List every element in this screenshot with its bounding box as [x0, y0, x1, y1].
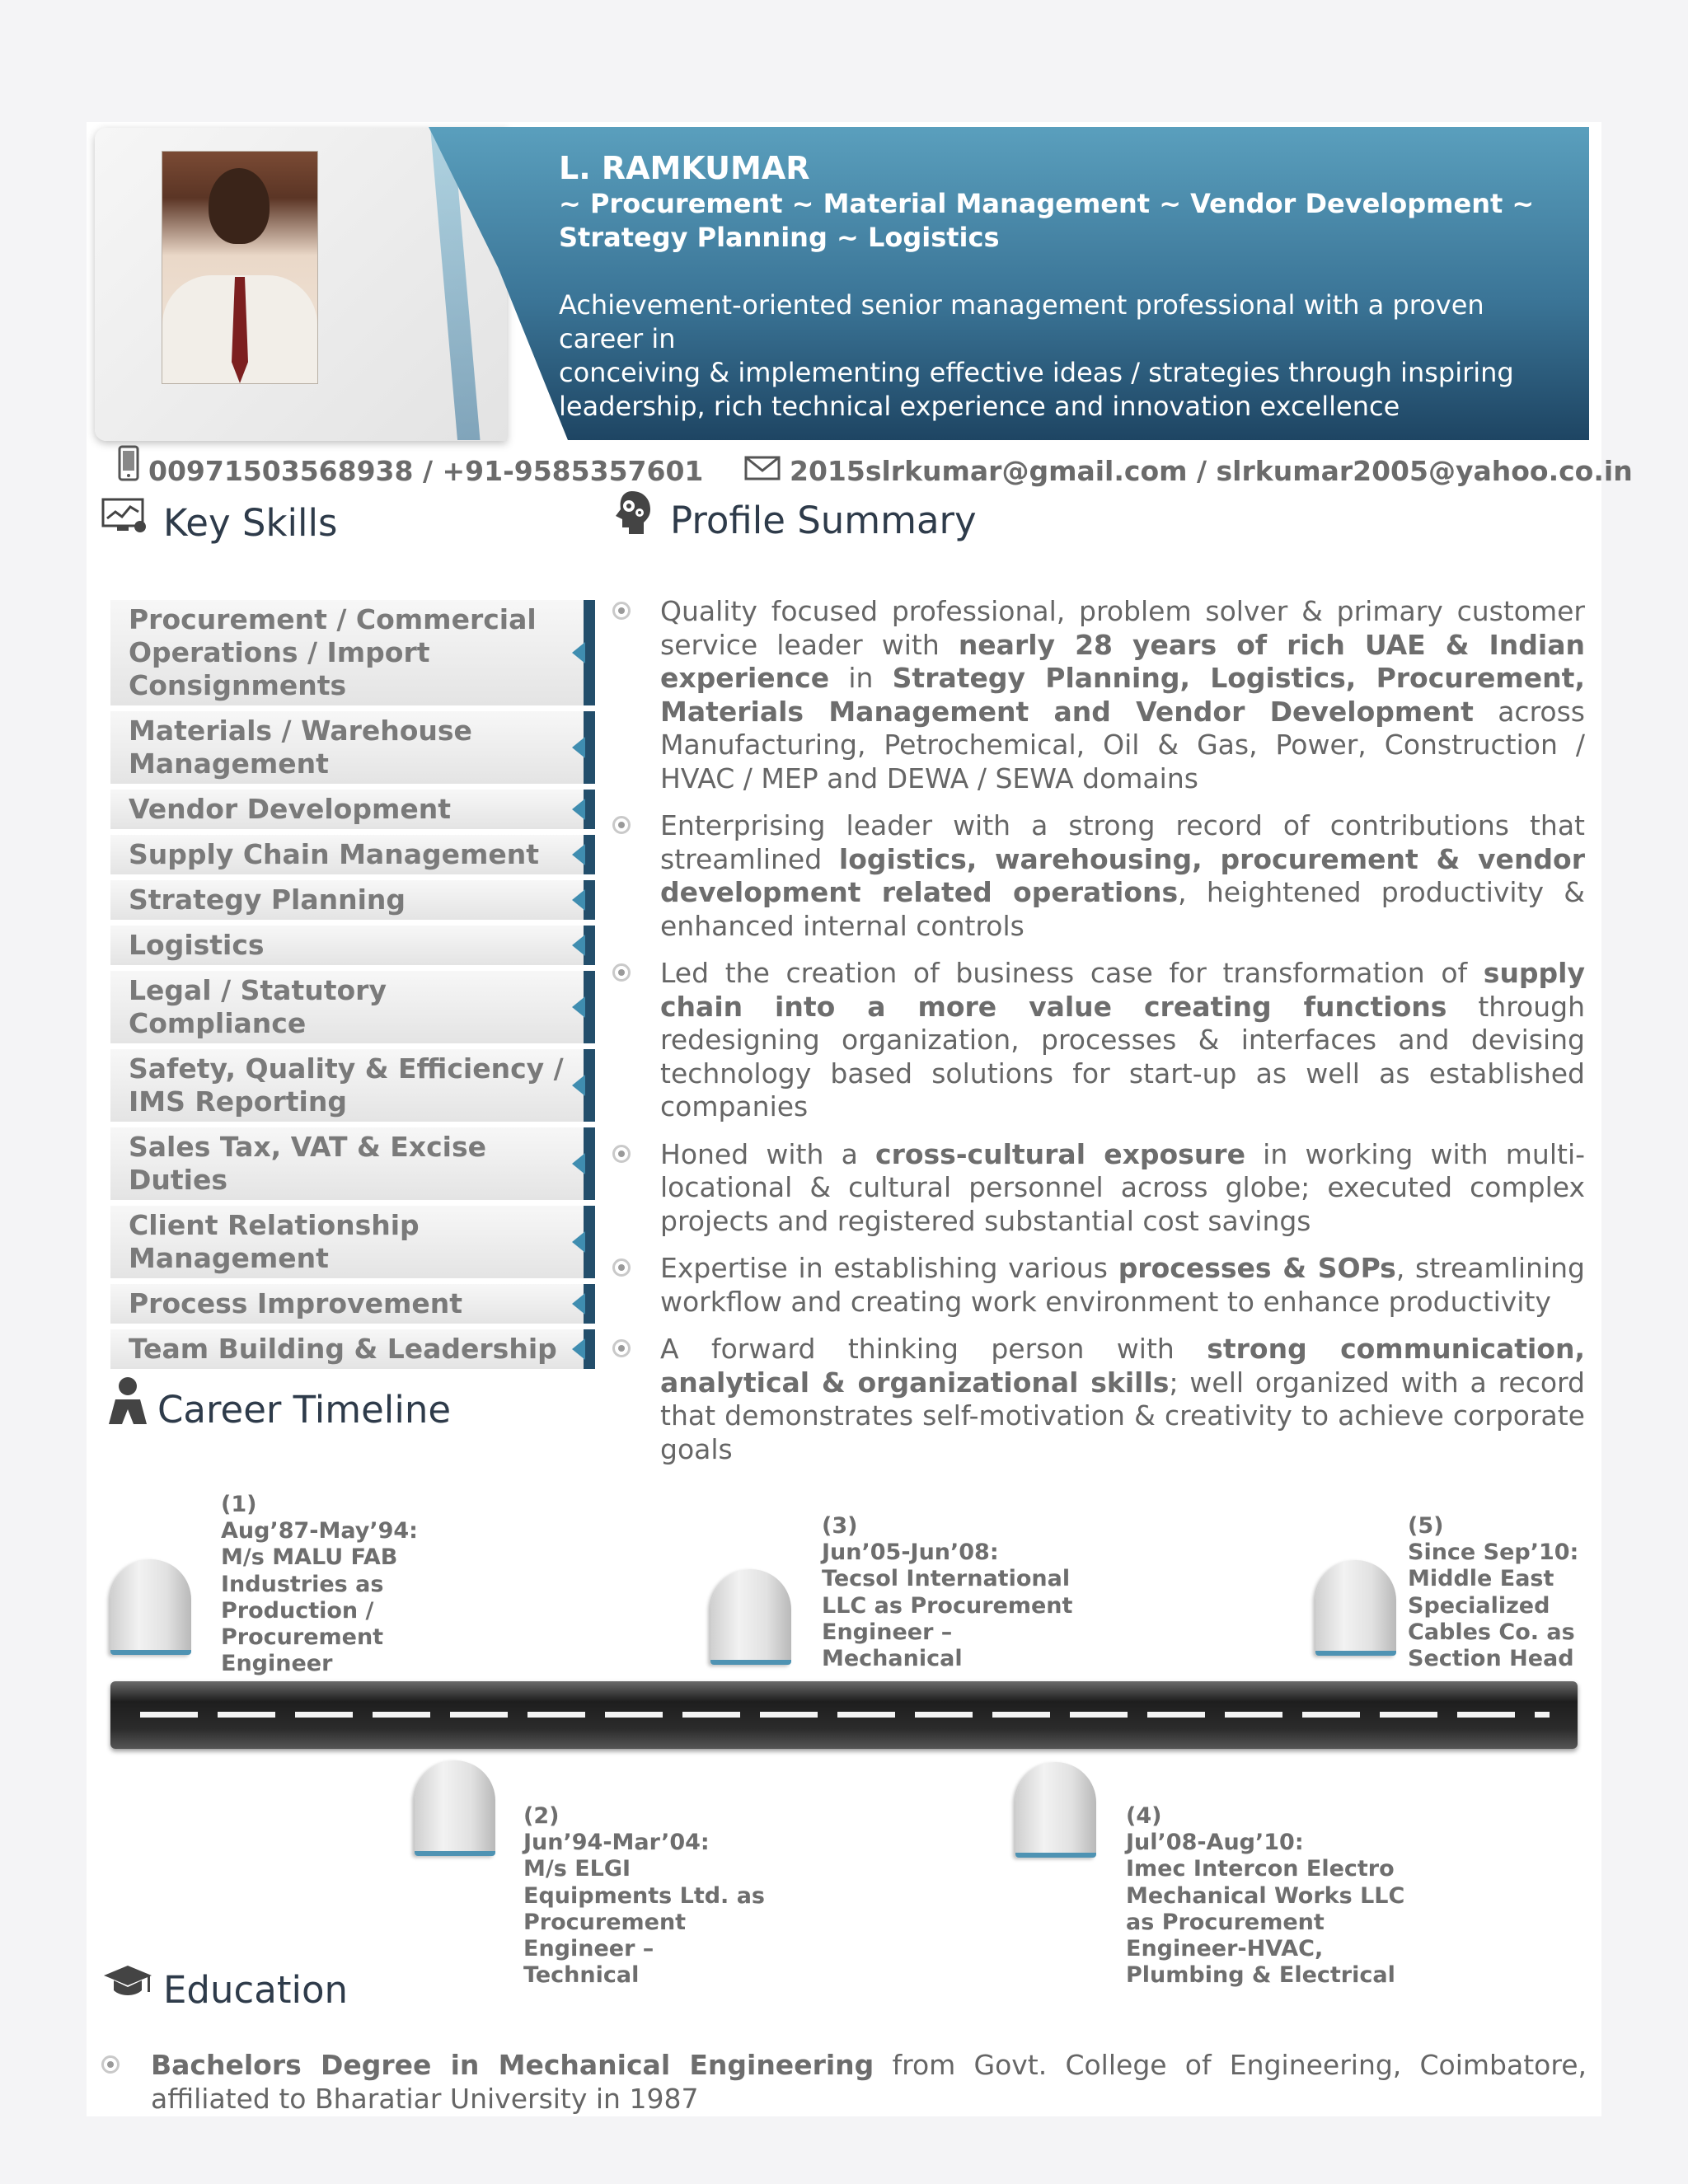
candidate-name: L. RAMKUMAR	[559, 150, 810, 186]
milestone-3: (3) Jun’05-Jun’08: Tecsol International LLC as Procurement Engineer – Mechanical	[822, 1513, 1073, 1672]
intro-summary	[559, 288, 1573, 424]
bullet-icon	[612, 1258, 631, 1277]
graduation-cap-icon	[102, 1964, 153, 2000]
phone-number[interactable]: 00971503568938 / +91-9585357601	[148, 455, 704, 487]
intro-line: Achievement-oriented senior management professional with a proven career in	[559, 289, 1484, 354]
milestone-marker	[1015, 1762, 1096, 1858]
milestone-2: (2) Jun’94-Mar’04: M/s ELGI Equipments Ltd. as Procurement Engineer – Technical	[523, 1803, 766, 1989]
tagline-line: ~ Procurement ~ Material Management ~ Vendor Development ~	[559, 188, 1535, 219]
tagline	[559, 187, 1548, 255]
profile-photo	[162, 151, 318, 384]
intro-line: leadership, rich technical experience and innovation excellence	[559, 391, 1400, 422]
profile-bullet: Expertise in establishing various processes & SOPs, streamlining workflow and creating work environment to enhance productivity	[612, 1252, 1585, 1319]
skill-item: Client Relationship Management	[110, 1206, 595, 1278]
phone-icon	[118, 445, 139, 481]
bullet-icon	[612, 1145, 631, 1163]
bullet-icon	[612, 602, 631, 620]
profile-bullets	[612, 595, 1585, 1480]
key-skills-title: Key Skills	[163, 501, 338, 545]
profile-summary-title: Profile Summary	[670, 499, 977, 542]
bullet-icon	[612, 1339, 631, 1357]
skill-item: Team Building & Leadership	[110, 1329, 595, 1369]
skill-item: Vendor Development	[110, 790, 595, 829]
skills-list	[110, 600, 595, 1375]
profile-bullet: Quality focused professional, problem solver & primary customer service leader with nearly 28 years of rich UAE & Indian experience in Strategy Planning, Logistics, Procurement, Materials Management and Vendor Development across Manufacturing, Petrochemical, Oil & Gas, Power, Construction / HVAC / MEP and DEWA / SEWA domains	[612, 595, 1585, 795]
skill-item: Safety, Quality & Efficiency / IMS Reporting	[110, 1049, 595, 1122]
milestone-marker	[415, 1760, 495, 1856]
skill-item: Legal / Statutory Compliance	[110, 971, 595, 1043]
road-markings	[140, 1712, 1550, 1718]
tagline-line: Strategy Planning ~ Logistics	[559, 222, 1000, 253]
career-timeline-title: Career Timeline	[157, 1388, 452, 1432]
milestone-marker	[710, 1569, 791, 1665]
profile-bullet: Led the creation of business case for transformation of supply chain into a more value creating functions through redesigning organization, processes & interfaces and devising technology based solutions for start-up as well as established companies	[612, 957, 1585, 1124]
milestone-4: (4) Jul’08-Aug’10: Imec Intercon Electro Mechanical Works LLC as Procurement Engineer-HVAC, Plumbing & Electrical	[1126, 1803, 1405, 1989]
person-icon	[102, 1375, 153, 1426]
skill-item: Sales Tax, VAT & Excise Duties	[110, 1127, 595, 1200]
skill-item: Process Improvement	[110, 1284, 595, 1324]
chart-screen-icon	[101, 497, 148, 537]
milestone-5: (5) Since Sep’10: Middle East Specialized Cables Co. as Section Head	[1408, 1513, 1579, 1672]
bullet-icon	[612, 816, 631, 834]
intro-line: conceiving & implementing effective ideas / strategies through inspiring	[559, 357, 1514, 388]
email-address[interactable]: 2015slrkumar@gmail.com / slrkumar2005@yahoo.co.in	[790, 455, 1633, 487]
profile-bullet: Enterprising leader with a strong record of contributions that streamlined logistics, warehousing, procurement & vendor development related operations, heightened productivity & enhanced internal controls	[612, 809, 1585, 943]
skill-item: Strategy Planning	[110, 880, 595, 920]
skill-item: Materials / Warehouse Management	[110, 711, 595, 784]
milestone-marker	[1315, 1560, 1396, 1656]
profile-bullet: A forward thinking person with strong communication, analytical & organizational skills; well organized with a record that demonstrates self-motivation & creativity to achieve corporate goals	[612, 1333, 1585, 1466]
milestone-1: (1) Aug’87-May’94: M/s MALU FAB Industries as Production / Procurement Engineer	[221, 1492, 418, 1677]
skill-item: Procurement / Commercial Operations / Import Consignments	[110, 600, 595, 705]
education-entry: Bachelors Degree in Mechanical Engineering from Govt. College of Engineering, Coimbatore, affiliated to Bharatiar University in 1987	[99, 2048, 1587, 2116]
profile-bullet: Honed with a cross-cultural exposure in working with multi-locational & cultural personnel across globe; executed complex projects and registered substantial cost savings	[612, 1138, 1585, 1239]
skill-item: Supply Chain Management	[110, 835, 595, 874]
milestone-marker	[110, 1559, 191, 1655]
education-title: Education	[163, 1968, 349, 2012]
bullet-icon	[612, 963, 631, 982]
skill-item: Logistics	[110, 926, 595, 965]
brain-gear-icon	[611, 488, 654, 537]
mail-icon	[744, 456, 781, 480]
bullet-icon	[101, 2055, 120, 2074]
